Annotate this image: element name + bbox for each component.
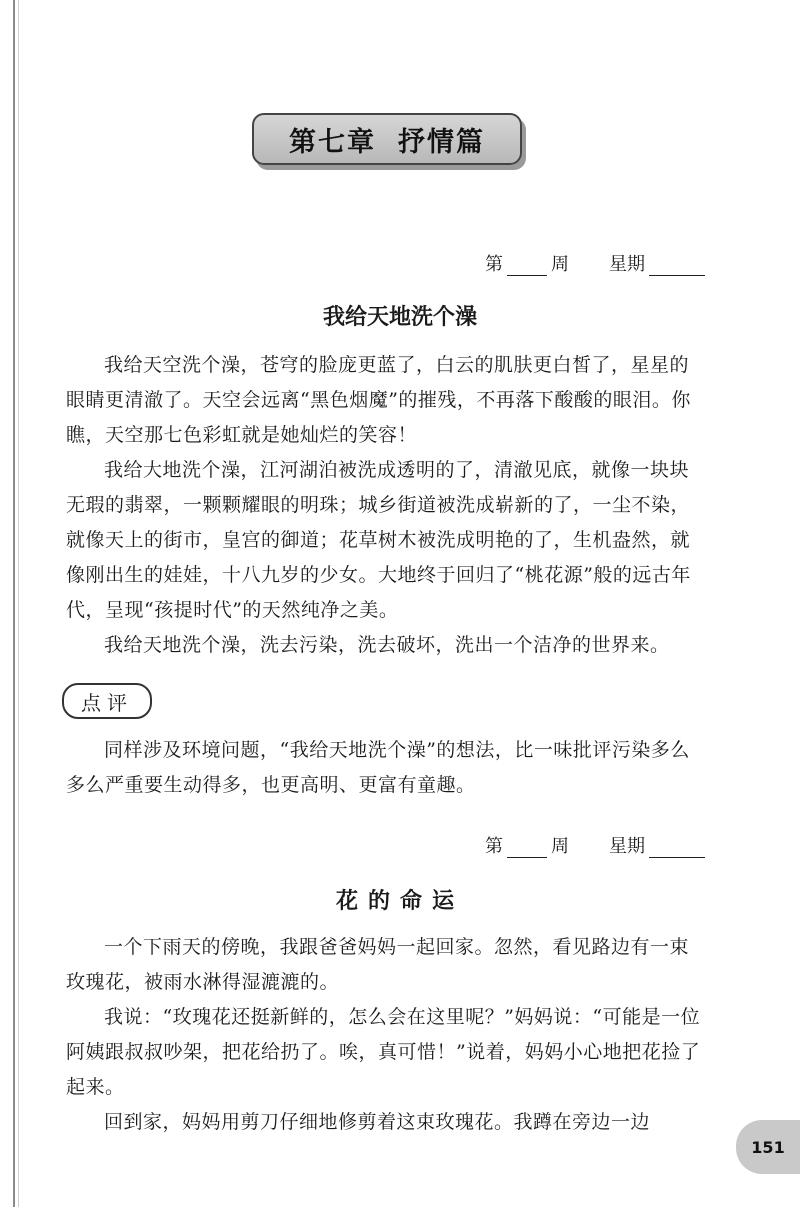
- chapter-number: 第七章: [289, 126, 376, 158]
- date-line-2: [485, 832, 705, 858]
- paragraph: 回到家，妈妈用剪刀仔细地修剪着这束玫瑰花。我蹲在旁边一边: [104, 1111, 651, 1133]
- comment-badge: 点评: [62, 683, 152, 719]
- weekday-label: 星期: [609, 254, 645, 275]
- page-number: 151: [736, 1120, 800, 1174]
- weekday-blank: [649, 255, 705, 276]
- paragraph: 我给天地洗个澡，洗去污染，洗去破坏，洗出一个洁净的世界来。: [104, 634, 670, 656]
- paragraph: 我给大地洗个澡，江河湖泊被洗成透明的了，清澈见底，就像一块块无瑕的翡翠，一颗颗耀眼的明珠；城乡街道被洗成崭新的了，一尘不染，就像天上的街市，皇宫的御道；花草树木被洗成明艳的了，生机盎然，就像刚出生的娃娃，十八九岁的少女。大地终于回归了“桃花源”般的远古年代，呈现“孩提时代”的天然纯净之美。: [66, 459, 691, 621]
- week-blank: [507, 255, 547, 276]
- week-prefix: 第: [485, 836, 503, 857]
- paragraph: 我给天空洗个澡，苍穹的脸庞更蓝了，白云的肌肤更白皙了，星星的眼睛更清澈了。天空会远离“黑色烟魔”的摧残，不再落下酸酸的眼泪。你瞧，天空那七色彩虹就是她灿烂的笑容！: [66, 354, 691, 446]
- weekday-label: 星期: [609, 836, 645, 857]
- page-margin-line: [13, 0, 15, 1207]
- week-prefix: 第: [485, 254, 503, 275]
- paragraph: 我说：“玫瑰花还挺新鲜的，怎么会在这里呢？”妈妈说：“可能是一位阿姨跟叔叔吵架，把花给扔了。唉，真可惜！”说着，妈妈小心地把花捡了起来。: [66, 1006, 701, 1098]
- essay-title: 花的命运: [335, 889, 464, 914]
- date-line-1: [485, 250, 705, 276]
- chapter-name: 抒情篇: [398, 126, 485, 158]
- week-blank: [507, 837, 547, 858]
- page-margin-line-inner: [18, 0, 19, 1207]
- comment-text: 同样涉及环境问题，“我给天地洗个澡”的想法，比一味批评污染多么多么严重要生动得多，也更高明、更富有童趣。: [66, 739, 690, 796]
- weekday-blank: [649, 837, 705, 858]
- paragraph: 一个下雨天的傍晚，我跟爸爸妈妈一起回家。忽然，看见路边有一束玫瑰花，被雨水淋得湿漉漉的。: [66, 936, 690, 993]
- chapter-title-box: [252, 113, 522, 165]
- week-suffix: 周: [551, 836, 569, 857]
- week-suffix: 周: [551, 254, 569, 275]
- essay-title: 我给天地洗个澡: [322, 305, 477, 330]
